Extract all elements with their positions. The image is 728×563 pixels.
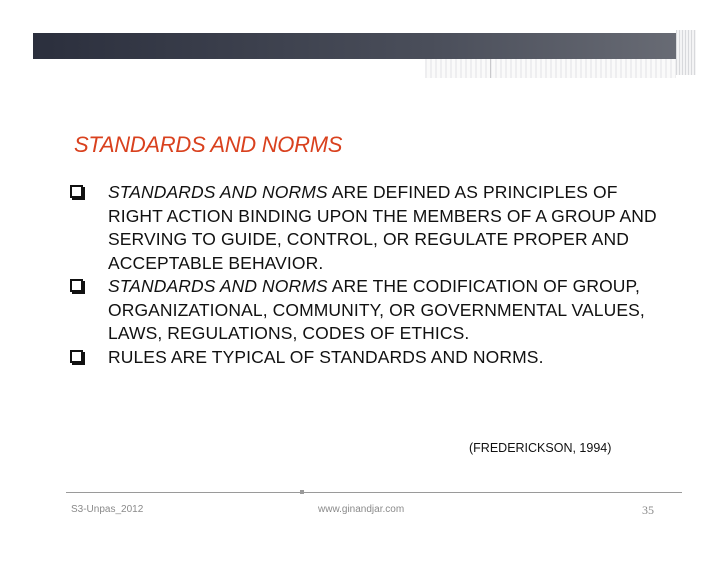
- footer-divider: [66, 492, 682, 493]
- bullet-text: ARE THE CODIFICATION OF GROUP, ORGANIZATIONAL, COMMUNITY, OR GOVERNMENTAL VALUES, LAWS, REGULATIONS, CODES OF ETHICS.: [108, 276, 645, 343]
- header-accent-strip: [425, 59, 676, 78]
- bullet-item-3: [70, 346, 670, 370]
- checkbox-icon: [70, 279, 83, 292]
- bullet-item-1: [70, 181, 670, 275]
- checkbox-icon: [70, 185, 83, 198]
- page-number: 35: [642, 503, 654, 517]
- footer-course-label: S3-Unpas_2012: [71, 504, 144, 515]
- footer-divider-marker: [300, 490, 304, 494]
- bullet-text: RULES ARE TYPICAL OF STANDARDS AND NORMS.: [108, 346, 544, 367]
- citation: (FREDERICKSON, 1994): [469, 441, 612, 455]
- header-accent-divider: [490, 59, 491, 78]
- bullet-italic-lead: STANDARDS AND NORMS: [108, 182, 328, 202]
- bullet-item-2: [70, 275, 670, 346]
- header-texture: [676, 30, 696, 75]
- bullet-text: ARE DEFINED AS PRINCIPLES OF RIGHT ACTION BINDING UPON THE MEMBERS OF A GROUP AND SERVING TO GUIDE, CONTROL, OR REGULATE PROPER AND ACCEPTABLE BEHAVIOR.: [108, 182, 657, 273]
- slide-title: STANDARDS AND NORMS: [74, 132, 343, 157]
- bullet-list: [70, 181, 670, 369]
- header-bar: [33, 33, 693, 59]
- bullet-italic-lead: STANDARDS AND NORMS: [108, 276, 328, 296]
- checkbox-icon: [70, 350, 83, 363]
- footer-website: www.ginandjar.com: [318, 504, 405, 515]
